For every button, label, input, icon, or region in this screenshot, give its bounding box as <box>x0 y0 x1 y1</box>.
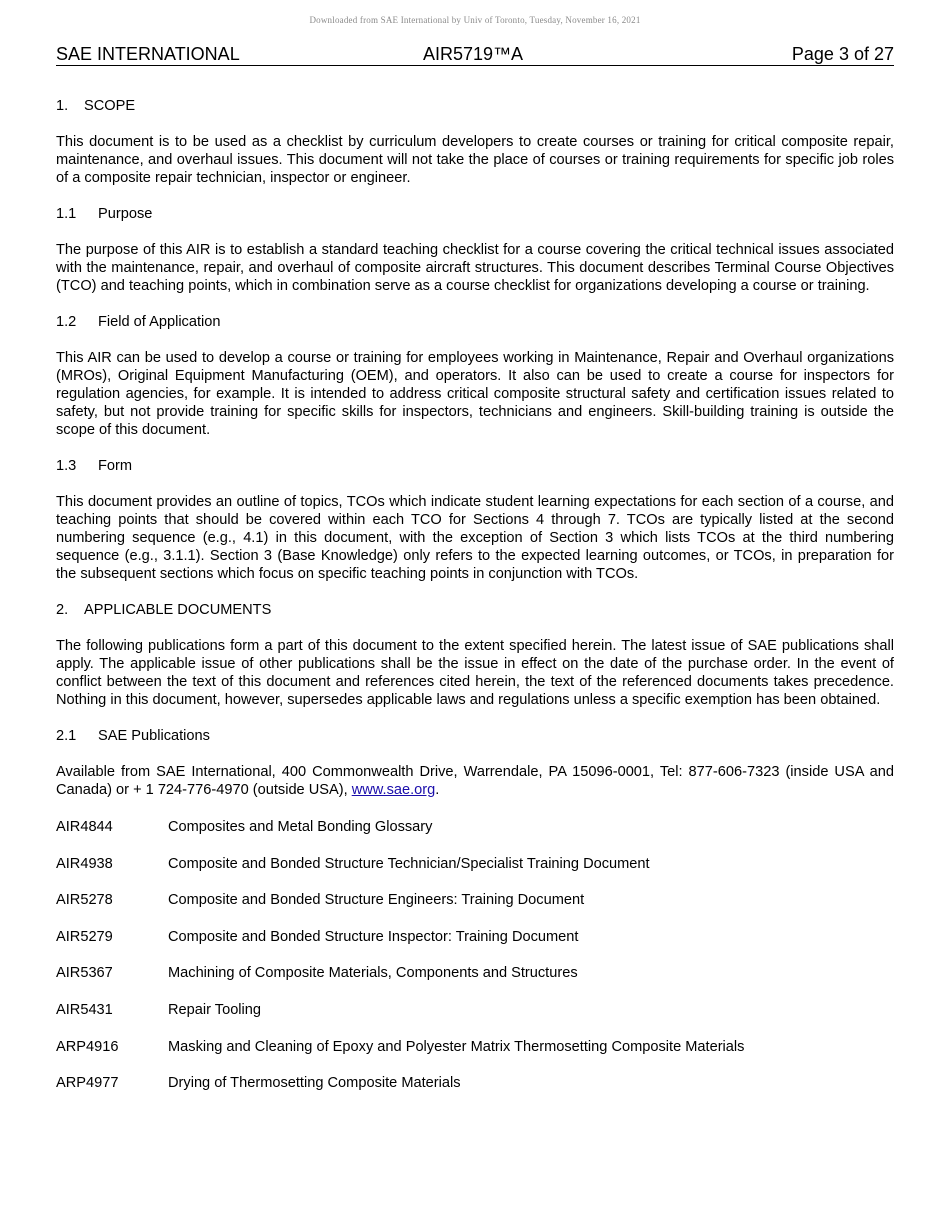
page-header <box>56 43 894 66</box>
reference-list <box>56 818 894 1092</box>
reference-entry <box>56 1074 894 1092</box>
availability-text: Available from SAE International, 400 Commonwealth Drive, Warrendale, PA 15096-0001, Tel: 877-606-7323 (inside USA and Canada) or + 1 724-776-4970 (outside USA), <box>56 764 894 798</box>
availability-text-end: . <box>435 782 440 798</box>
reference-entry <box>56 891 894 909</box>
section-number: 1. <box>56 98 69 114</box>
section-number: 1.2 <box>56 314 77 330</box>
section-title: SAE Publications <box>98 728 210 744</box>
section-number: 1.3 <box>56 458 77 474</box>
section-number: 2.1 <box>56 728 77 744</box>
header-page-number: Page 3 of 27 <box>791 44 894 64</box>
section-title: Field of Application <box>98 314 221 330</box>
reference-entry <box>56 928 894 946</box>
field-of-application-paragraph: This AIR can be used to develop a course or training for employees working in Maintenance, Repair and Overhaul organizations (MROs), Original Equipment Manufacturing (OEM), and operators. It also can be used to create a course for inspectors for regulation agencies, for example. It is intended to address critical composite structural safety and certification issues related to safety, but not provide training for specific skills for inspectors, technicians and engineers. Skill-building training is outside the scope of this document. <box>56 350 894 438</box>
applicable-documents-paragraph: The following publications form a part of this document to the extent specified herein. The latest issue of SAE publications shall apply. The applicable issue of other publications shall be the issue in effect on the date of the purchase order. In the event of conflict between the text of this document and references cited herein, the text of the referenced documents takes precedence. Nothing in this document, however, supersedes applicable laws and regulations unless a specific exemption has been obtained. <box>56 638 894 708</box>
reference-title: Drying of Thermosetting Composite Materials <box>168 1075 461 1092</box>
sae-website-link[interactable]: www.sae.org <box>351 782 436 798</box>
scope-paragraph: This document is to be used as a checklist by curriculum developers to create courses or training for critical composite repair, maintenance, and overhaul issues. This document will not take the place of courses or training requirements for specific job roles of a composite repair technician, inspector or engineer. <box>56 134 894 186</box>
reference-title: Composite and Bonded Structure Engineers: Training Document <box>168 892 585 909</box>
reference-entry <box>56 818 894 836</box>
reference-title: Composite and Bonded Structure Inspector: Training Document <box>168 928 579 945</box>
header-document-number: AIR5719™A <box>423 44 524 64</box>
section-heading-scope <box>56 97 894 115</box>
reference-entry <box>56 1038 894 1056</box>
reference-entry <box>56 855 894 873</box>
reference-id: AIR5431 <box>56 1001 113 1018</box>
reference-id: AIR5278 <box>56 892 113 909</box>
header-publisher: SAE INTERNATIONAL <box>56 44 240 64</box>
reference-title: Composites and Metal Bonding Glossary <box>168 819 433 835</box>
download-watermark: Downloaded from SAE International by Univ of Toronto, Tuesday, November 16, 2021 <box>309 15 641 25</box>
section-heading-sae-publications <box>56 727 894 745</box>
section-heading-applicable-documents <box>56 601 894 619</box>
reference-id: AIR4844 <box>56 819 113 835</box>
reference-id: ARP4977 <box>56 1075 119 1092</box>
section-title: Purpose <box>98 206 153 222</box>
section-heading-form <box>56 457 894 475</box>
form-paragraph: This document provides an outline of topics, TCOs which indicate student learning expectations for each section of a course, and teaching points that should be covered within each TCO for Sections 4 through 7. TCOs are typically listed at the second numbering sequence (e.g., 4.1) in this document, with the exception of Section 3 which lists TCOs at the third numbering sequence (e.g., 3.1.1). Section 3 (Base Knowledge) only refers to the expected learning outcomes, or TCOs, in preparation for the subsequent sections which focus on specific teaching points in conjunction with TCOs. <box>56 494 894 582</box>
reference-title: Masking and Cleaning of Epoxy and Polyester Matrix Thermosetting Composite Materials <box>168 1038 745 1055</box>
section-number: 1.1 <box>56 206 77 222</box>
reference-entry <box>56 1001 894 1019</box>
section-heading-field-of-application <box>56 313 894 331</box>
reference-title: Composite and Bonded Structure Technician/Specialist Training Document <box>168 855 650 872</box>
document-body <box>56 97 894 1092</box>
reference-id: ARP4916 <box>56 1038 119 1055</box>
section-number: 2. <box>56 602 69 618</box>
reference-id: AIR5367 <box>56 965 113 982</box>
section-title: APPLICABLE DOCUMENTS <box>84 602 272 618</box>
reference-title: Repair Tooling <box>168 1001 262 1018</box>
section-title: Form <box>98 458 133 474</box>
reference-id: AIR5279 <box>56 928 113 945</box>
section-title: SCOPE <box>84 98 136 114</box>
section-heading-purpose <box>56 205 894 223</box>
sae-publications-paragraph <box>56 763 894 799</box>
reference-id: AIR4938 <box>56 855 113 872</box>
reference-title: Machining of Composite Materials, Components and Structures <box>168 965 578 982</box>
reference-entry <box>56 964 894 982</box>
purpose-paragraph: The purpose of this AIR is to establish a standard teaching checklist for a course covering the critical technical issues associated with the maintenance, repair, and overhaul of composite aircraft structures. This document describes Terminal Course Objectives (TCO) and teaching points, which in combination serve as a course checklist for organizations developing a course or training. <box>56 242 894 294</box>
